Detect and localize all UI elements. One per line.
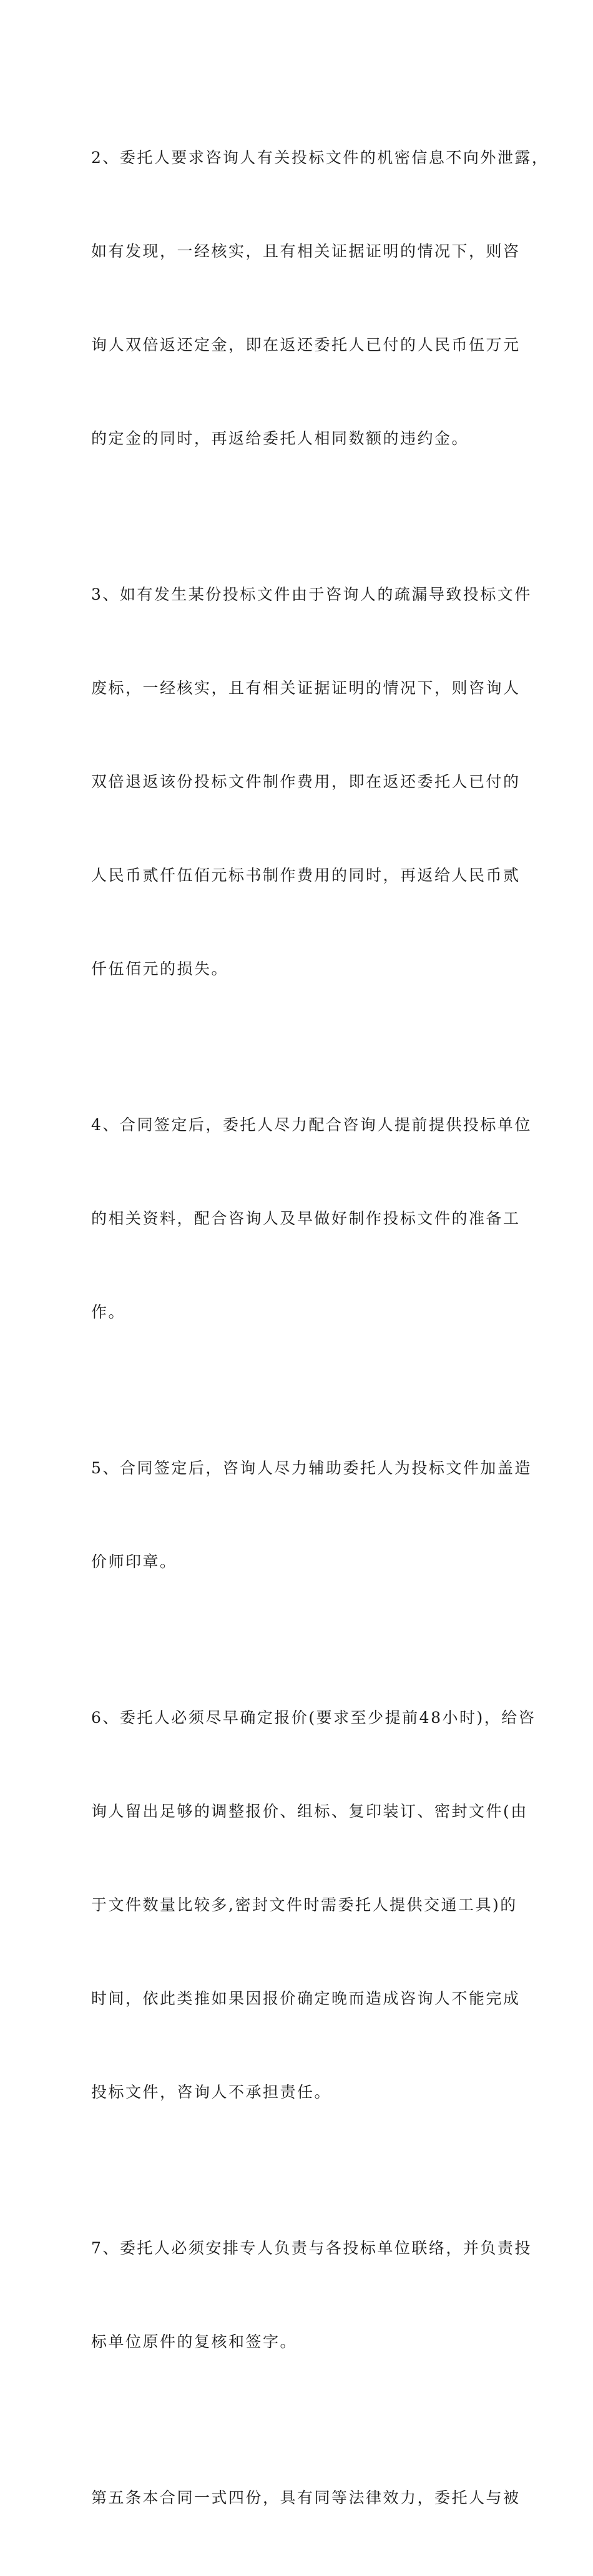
clause-2-paragraph [91, 80, 549, 517]
text-line: 3、如有发生某份投标文件由于咨询人的疏漏导致投标文件 [91, 585, 532, 603]
clause-3-paragraph [91, 517, 532, 1047]
clause-6-paragraph [91, 1640, 536, 2170]
text-line: 废标，一经核实，且有相关证据证明的情况下，则咨询人 [91, 679, 521, 697]
clause-4-paragraph [91, 1047, 532, 1390]
text-line: 4、合同签定后，委托人尽力配合咨询人提前提供投标单位 [91, 1116, 532, 1134]
text-line: 的相关资料，配合咨询人及早做好制作投标文件的准备工 [91, 1209, 521, 1227]
text-line: 第五条本合同一式四份，具有同等法律效力，委托人与被 [91, 2489, 521, 2507]
text-line: 仟伍佰元的损失。 [91, 960, 229, 978]
text-line: 人民币贰仟伍佰元标书制作费用的同时，再返给人民币贰 [91, 866, 521, 884]
document-body [91, 80, 549, 2576]
text-line: 5、合同签定后，咨询人尽力辅助委托人为投标文件加盖造 [91, 1459, 532, 1477]
text-line: 询人留出足够的调整报价、组标、复印装订、密封文件(由 [91, 1802, 528, 1820]
text-line: 投标文件，咨询人不承担责任。 [91, 2083, 332, 2101]
text-line: 价师印章。 [91, 1553, 177, 1571]
text-line: 时间，依此类推如果因报价确定晚而造成咨询人不能完成 [91, 1989, 521, 2008]
text-line: 6、委托人必须尽早确定报价(要求至少提前48小时)，给咨 [91, 1709, 536, 1727]
text-line: 2、委托人要求咨询人有关投标文件的机密信息不向外泄露， [91, 149, 549, 167]
clause-5-paragraph [91, 1390, 532, 1640]
clause-7-paragraph [91, 2170, 532, 2420]
text-line: 双倍退返该份投标文件制作费用，即在返还委托人已付的 [91, 773, 521, 791]
text-line: 7、委托人必须安排专人负责与各投标单位联络，并负责投 [91, 2239, 532, 2257]
text-line: 标单位原件的复核和签字。 [91, 2333, 298, 2351]
text-line: 的定金的同时，再返给委托人相同数额的违约金。 [91, 429, 469, 447]
text-line: 询人双倍返还定金，即在返还委托人已付的人民币伍万元 [91, 336, 521, 354]
article-5-paragraph [91, 2420, 521, 2576]
text-line: 于文件数量比较多,密封文件时需委托人提供交通工具)的 [91, 1896, 517, 1914]
text-line: 作。 [91, 1303, 126, 1321]
text-line: 如有发现，一经核实，且有相关证据证明的情况下，则咨 [91, 242, 521, 260]
